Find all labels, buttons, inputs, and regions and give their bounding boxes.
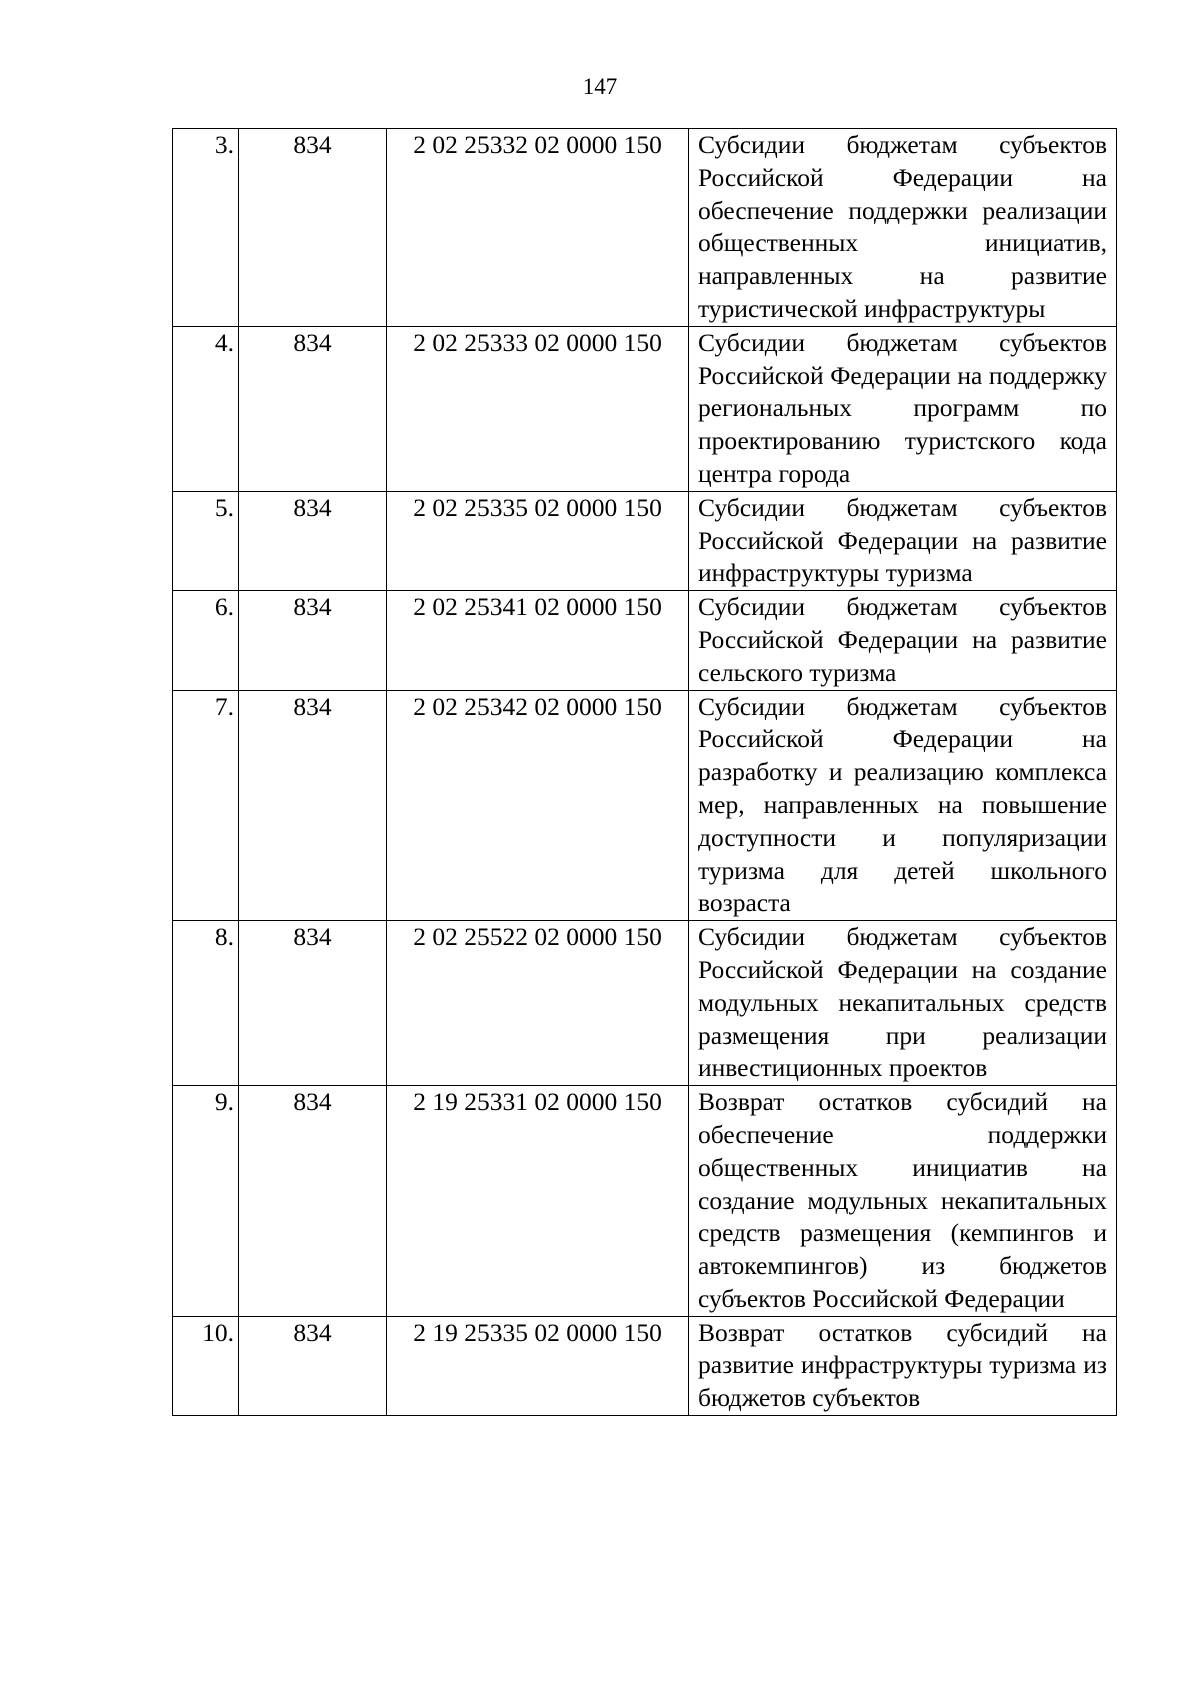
- row-number: 10.: [173, 1316, 239, 1415]
- row-number: 6.: [173, 591, 239, 690]
- admin-code: 834: [239, 921, 387, 1086]
- budget-classification-code: 2 19 25335 02 0000 150: [387, 1316, 689, 1415]
- budget-classification-code: 2 02 25335 02 0000 150: [387, 491, 689, 590]
- table-row: [173, 326, 1117, 491]
- table-row: [173, 491, 1117, 590]
- revenue-description: Субсидии бюджетам субъектов Российской Федерации на развитие сельского туризма: [689, 591, 1117, 690]
- revenue-description: Возврат остатков субсидий на развитие инфраструктуры туризма из бюджетов субъектов: [689, 1316, 1117, 1415]
- revenue-description: Субсидии бюджетам субъектов Российской Федерации на разработку и реализацию комплекса мер, направленных на повышение доступности и популяризации туризма для детей школьного возраста: [689, 690, 1117, 921]
- admin-code: 834: [239, 491, 387, 590]
- budget-classification-code: 2 02 25333 02 0000 150: [387, 326, 689, 491]
- budget-classification-code: 2 02 25341 02 0000 150: [387, 591, 689, 690]
- budget-classification-code: 2 19 25331 02 0000 150: [387, 1086, 689, 1317]
- revenue-description: Субсидии бюджетам субъектов Российской Федерации на создание модульных некапитальных средств размещения при реализации инвестиционных проектов: [689, 921, 1117, 1086]
- table-row: [173, 1316, 1117, 1415]
- table-row: [173, 591, 1117, 690]
- admin-code: 834: [239, 129, 387, 327]
- row-number: 3.: [173, 129, 239, 327]
- admin-code: 834: [239, 1086, 387, 1317]
- row-number: 9.: [173, 1086, 239, 1317]
- table-row: [173, 690, 1117, 921]
- revenue-description: Субсидии бюджетам субъектов Российской Федерации на развитие инфраструктуры туризма: [689, 491, 1117, 590]
- revenue-description: Возврат остатков субсидий на обеспечение поддержки общественных инициатив на создание модульных некапитальных средств размещения (кемпингов и автокемпингов) из бюджетов субъектов Российской Федерации: [689, 1086, 1117, 1317]
- row-number: 7.: [173, 690, 239, 921]
- row-number: 5.: [173, 491, 239, 590]
- budget-codes-table: [172, 128, 1117, 1416]
- table-row: [173, 1086, 1117, 1317]
- revenue-description: Субсидии бюджетам субъектов Российской Федерации на обеспечение поддержки реализации общественных инициатив, направленных на развитие туристической инфраструктуры: [689, 129, 1117, 327]
- budget-classification-code: 2 02 25332 02 0000 150: [387, 129, 689, 327]
- revenue-description: Субсидии бюджетам субъектов Российской Федерации на поддержку региональных программ по проектированию туристского кода центра города: [689, 326, 1117, 491]
- table-row: [173, 129, 1117, 327]
- admin-code: 834: [239, 591, 387, 690]
- page-number: 147: [582, 74, 618, 99]
- row-number: 4.: [173, 326, 239, 491]
- budget-classification-code: 2 02 25522 02 0000 150: [387, 921, 689, 1086]
- admin-code: 834: [239, 326, 387, 491]
- admin-code: 834: [239, 690, 387, 921]
- budget-classification-code: 2 02 25342 02 0000 150: [387, 690, 689, 921]
- admin-code: 834: [239, 1316, 387, 1415]
- table-row: [173, 921, 1117, 1086]
- row-number: 8.: [173, 921, 239, 1086]
